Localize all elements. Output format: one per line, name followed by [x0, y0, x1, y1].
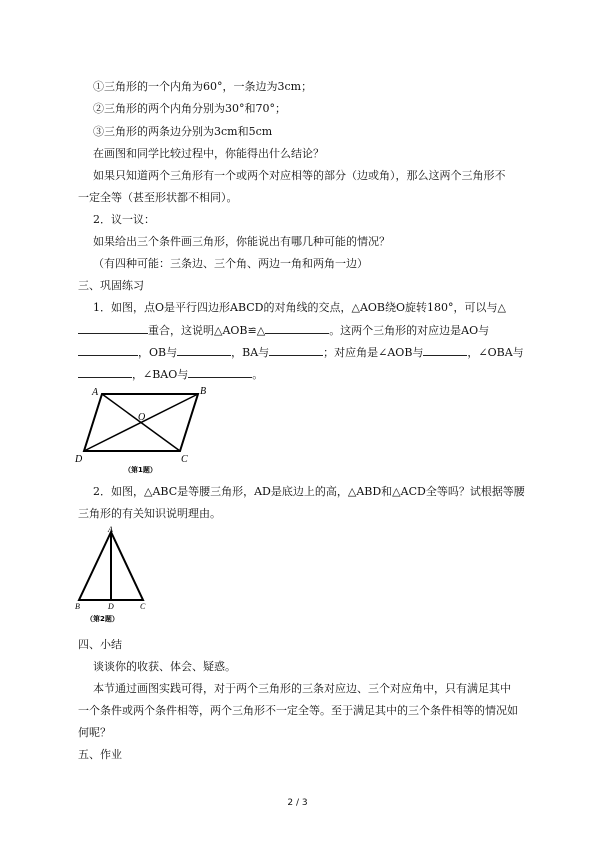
q1-line2: [78, 322, 489, 339]
q1-line1: 1．如图，点O是平行四边形ABCD的对角线的交点，△AOB绕O旋转180°，可以与△: [93, 301, 506, 314]
discuss2-question: 如果给出三个条件画三角形，你能说出有哪几种可能的情况？: [93, 235, 390, 248]
discussion-conclusion-line1: 如果只知道两个三角形有一个或两个对应相等的部分（边或角），那么这两个三角形不: [93, 169, 506, 182]
condition-1: ①三角形的一个内角为60°，一条边为3cm；: [93, 80, 313, 93]
label-a: A: [92, 387, 99, 398]
q1-line4-b: 。: [252, 368, 264, 381]
blank: [423, 344, 467, 356]
discussion-conclusion-line2: 一定全等（甚至形状都不相同）。: [78, 191, 238, 204]
section5-heading: 五、作业: [78, 748, 122, 761]
q1-line3-d: ，∠OBA与: [467, 346, 524, 359]
page-number: 2 / 3: [287, 798, 308, 808]
section4-line2: 本节通过画图实践可得，对于两个三角形的三条对应边、三个对应角中，只有满足其中: [93, 682, 511, 695]
label-c: C: [181, 454, 188, 465]
label-b: B: [200, 386, 207, 397]
q1-line3-a: ，OB与: [138, 346, 178, 359]
q1-line4: [78, 366, 263, 383]
condition-2: ②三角形的两个内角分别为30°和70°；: [93, 102, 286, 115]
section4-line1: 谈谈你的收获、体会、疑惑。: [93, 660, 236, 673]
blank: [78, 322, 148, 334]
label-a: A: [108, 525, 113, 534]
blank: [265, 322, 329, 334]
blank: [188, 366, 252, 378]
label-b: B: [75, 602, 80, 611]
figure-1-caption: （第1题）: [124, 466, 157, 474]
q2-line1: 2．如图，△ABC是等腰三角形，AD是底边上的高，△ABD和△ACD全等吗？试根据等腰: [93, 485, 525, 498]
figure-2-isosceles-triangle: [72, 524, 152, 628]
q1-line3-b: ，BA与: [231, 346, 270, 359]
section4-line4: 何呢？: [78, 726, 111, 739]
section3-heading: 三、巩固练习: [78, 279, 144, 292]
label-d: D: [108, 602, 114, 611]
q2-line2: 三角形的有关知识说明理由。: [78, 507, 221, 520]
q1-line3: [78, 344, 524, 361]
figure-1-parallelogram: [74, 382, 214, 474]
q1-line2-a: 重合，这说明△AOB≌△: [148, 324, 266, 337]
blank: [78, 344, 138, 356]
blank: [177, 344, 231, 356]
label-c: C: [140, 602, 146, 611]
section4-heading: 四、小结: [78, 638, 122, 651]
blank: [269, 344, 323, 356]
q1-line2-b: 。这两个三角形的对应边是AO与: [329, 324, 490, 337]
discuss2-answer: （有四种可能：三条边、三个角、两边一角和两角一边）: [93, 257, 368, 270]
section4-line3: 一个条件或两个条件相等，两个三角形不一定全等。至于满足其中的三个条件相等的情况如: [78, 704, 518, 717]
q1-line3-c: ；对应角是∠AOB与: [323, 346, 424, 359]
discuss2-title: 2．议一议：: [93, 213, 155, 226]
q1-line4-a: ，∠BAO与: [132, 368, 189, 381]
label-o: O: [138, 412, 146, 423]
label-d: D: [75, 454, 83, 465]
figure-2-caption: （第2题）: [86, 615, 119, 623]
discussion-question: 在画图和同学比较过程中，你能得出什么结论？: [93, 147, 324, 160]
condition-3: ③三角形的两条边分别为3cm和5cm: [93, 125, 273, 138]
blank: [78, 366, 132, 378]
